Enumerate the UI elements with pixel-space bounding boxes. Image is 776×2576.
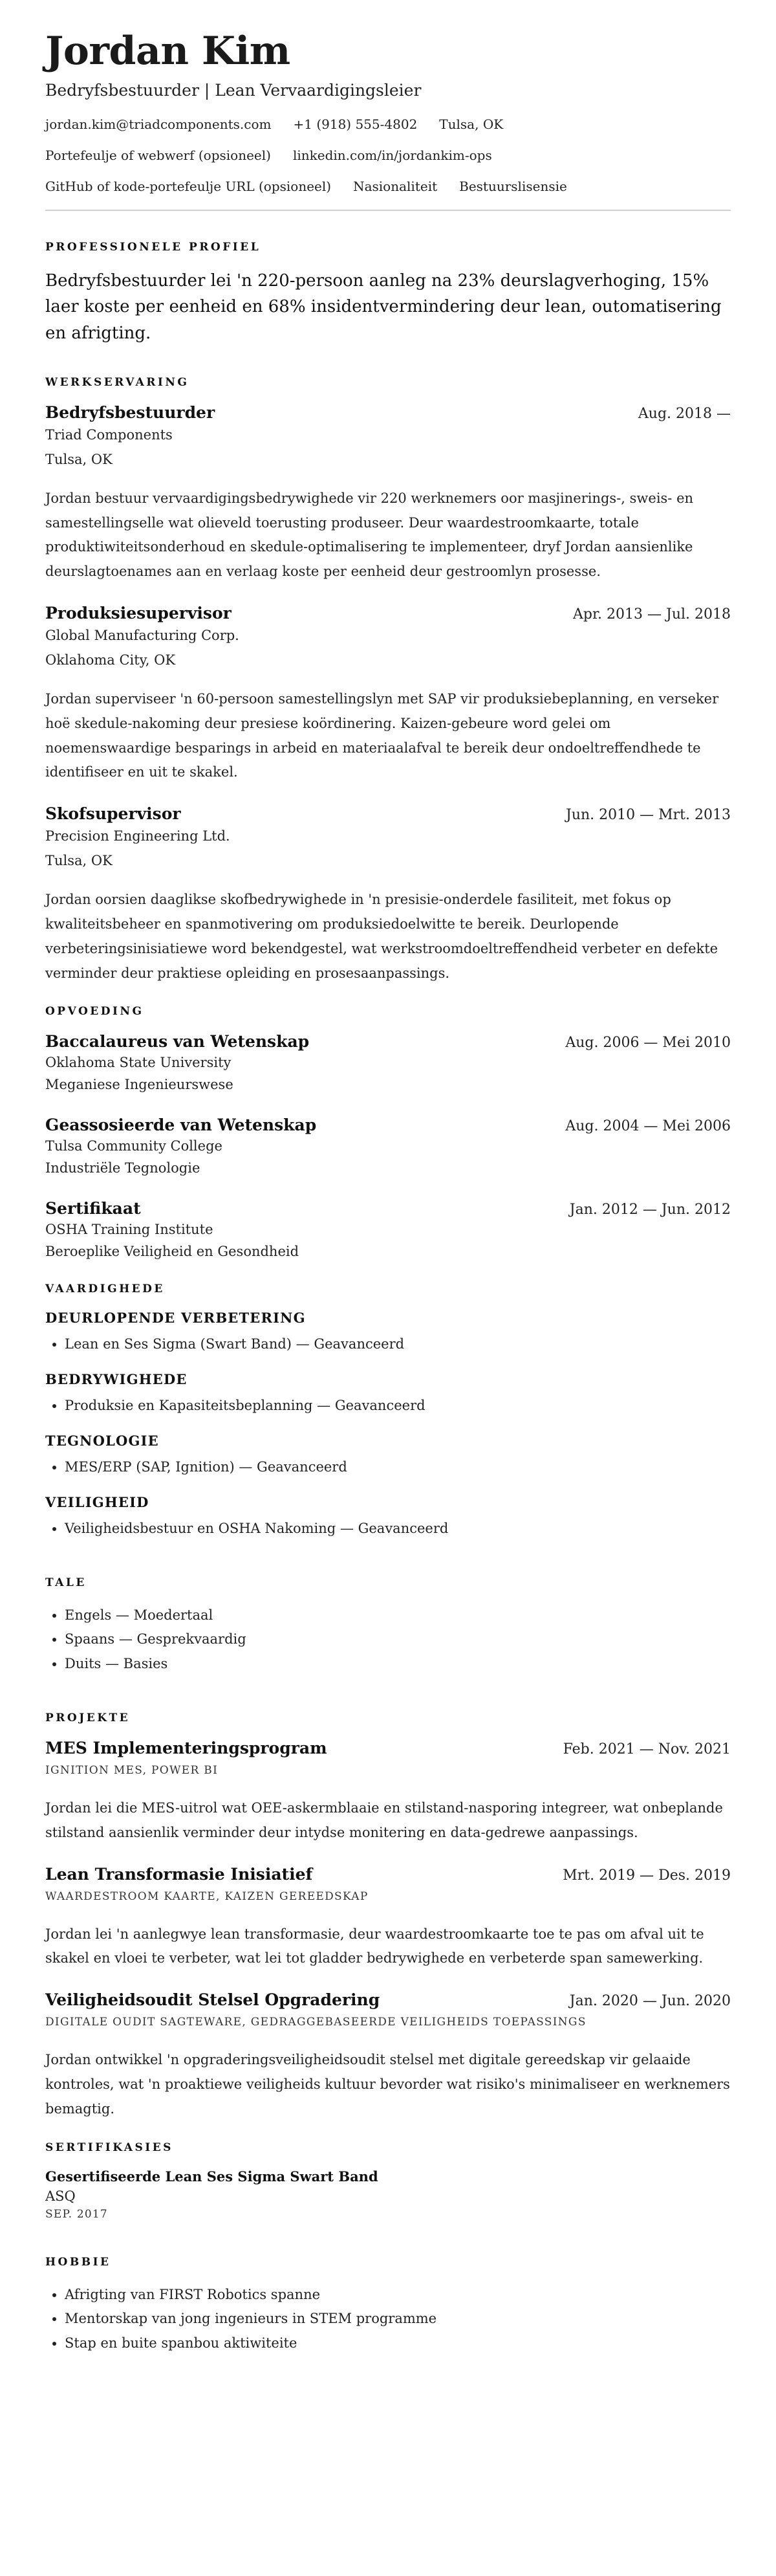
project-dates: Mrt. 2019 — Des. 2019 (563, 1867, 731, 1884)
section-title: SERTIFIKASIES (45, 2141, 173, 2154)
study-field: Meganiese Ingenieurswese (45, 1077, 233, 1093)
project-name: MES Implementeringsprogram (45, 1739, 327, 1758)
skill-item: • Lean en Ses Sigma (Swart Band) — Geavanceerd (65, 1332, 731, 1357)
school-name: OSHA Training Institute (45, 1222, 213, 1238)
portfolio-link[interactable]: Portefeulje of webwerf (opsioneel) (45, 148, 271, 163)
linkedin-link[interactable]: linkedin.com/in/jordankim-ops (292, 148, 492, 163)
header-divider (45, 210, 731, 211)
company-name: Precision Engineering Ltd. (45, 828, 230, 844)
hobby-item: • Mentorskap van jong ingenieurs in STEM programme (65, 2307, 731, 2331)
skill-group (45, 1371, 731, 1418)
hobbies-section (45, 2256, 731, 2356)
project-description: Jordan lei 'n aanlegwye lean transformasie, deur waardestroomkaarte toe te pas om afval uit te skakel en vloei te verbeter, wat lei tot gladder bedrywighede en verbeterde span samewerking. (45, 1926, 704, 1966)
job-title: Skofsupervisor (45, 804, 181, 824)
entry-head (45, 1032, 731, 1051)
project-entry (45, 1739, 731, 1845)
education-entry (45, 1199, 731, 1259)
job-description: Jordan bestuur vervaardigingsbedrywighede vir 220 werknemers oor masjinerings-, sweis- en samestellingselle wat olieveld toerusting produseer. Deur waardestroomkaarte, totale produktiwiteitsonderhoud en skedule-optimalisering te implementeer, dryf Jordan aansienlike deurslagtoenames aan en verlaag koste per eenheid deur gestroomlyn prosesse. (45, 490, 694, 580)
degree-title: Baccalaureus van Wetenskap (45, 1032, 310, 1051)
project-name: Lean Transformasie Inisiatief (45, 1864, 313, 1884)
entry-head (45, 604, 731, 622)
license-text: Bestuurslisensie (459, 179, 567, 194)
language-item: • Engels — Moedertaal (65, 1603, 731, 1628)
education-entry (45, 1032, 731, 1092)
contact-row-links (45, 148, 731, 163)
job-location: Tulsa, OK (45, 451, 113, 467)
project-dates: Feb. 2021 — Nov. 2021 (563, 1741, 731, 1758)
project-tags: DIGITALE OUDIT SAGTEWARE, GEDRAGGEBASEERDE VEILIGHEIDS TOEPASSINGS (45, 2016, 587, 2029)
section-title: WERKSERVARING (45, 375, 189, 389)
job-dates: Jun. 2010 — Mrt. 2013 (566, 807, 731, 824)
entry-head (45, 1116, 731, 1134)
candidate-name: Jordan Kim (45, 28, 290, 74)
job-dates: Apr. 2013 — Jul. 2018 (572, 606, 731, 623)
skill-category: BEDRYWIGHEDE (45, 1371, 188, 1388)
company-name: Triad Components (45, 426, 173, 443)
language-item: • Spaans — Gesprekvaardig (65, 1627, 731, 1652)
skill-item: • MES/ERP (SAP, Ignition) — Geavanceerd (65, 1455, 731, 1480)
education-entry (45, 1116, 731, 1176)
skill-group (45, 1494, 731, 1541)
study-field: Industriële Tegnologie (45, 1160, 200, 1176)
education-dates: Aug. 2006 — Mei 2010 (565, 1035, 731, 1051)
company-name: Global Manufacturing Corp. (45, 628, 239, 644)
github-link[interactable]: GitHub of kode-portefeulje URL (opsioneel) (45, 179, 332, 194)
skills-section (45, 1282, 731, 1541)
skill-item: • Produksie en Kapasiteitsbeplanning — Geavanceerd (65, 1394, 731, 1418)
project-entry (45, 1865, 731, 1972)
degree-title: Geassosieerde van Wetenskap (45, 1116, 317, 1135)
education-dates: Jan. 2012 — Jun. 2012 (569, 1202, 731, 1218)
section-title: PROJEKTE (45, 1712, 131, 1725)
section-title: OPVOEDING (45, 1005, 144, 1018)
section-title: TALE (45, 1576, 87, 1589)
job-description: Jordan oorsien daaglikse skofbedrywighede in 'n presisie-onderdele fasiliteit, met fokus op kwaliteitsbeheer en spanmotivering om produksiedoelwitte te bereik. Deurlopende verbeteringsinisiatiewe word bekendgestel, wat werkstroomdoeltreffendheid verbeter en defekte verminder deur praktiese opleiding en prosesaanpassings. (45, 892, 718, 981)
certification-name: Gesertifiseerde Lean Ses Sigma Swart Band (45, 2168, 378, 2185)
phone-number: +1 (918) 555-4802 (293, 116, 418, 132)
skill-category: TEGNOLOGIE (45, 1433, 159, 1449)
entry-head (45, 1739, 731, 1757)
project-description: Jordan ontwikkel 'n opgraderingsveiligheidsoudit stelsel met digitale gereedskap vir gelaaide kontroles, wat 'n proaktiewe veiligheids kultuur bevorder wat risiko's minimaliseer en werknemers bemagtig. (45, 2052, 730, 2117)
entry-head (45, 1199, 731, 1218)
experience-section (45, 376, 731, 986)
entry-head (45, 403, 731, 422)
certification-date: SEP. 2017 (45, 2207, 108, 2221)
project-tags: WAARDESTROOM KAARTE, KAIZEN GEREEDSKAP (45, 1889, 369, 1903)
entry-head (45, 1990, 731, 2009)
job-title: Bedryfsbestuurder (45, 402, 215, 422)
job-location: Oklahoma City, OK (45, 652, 176, 668)
section-title: PROFESSIONELE PROFIEL (45, 241, 261, 254)
section-title: VAARDIGHEDE (45, 1282, 165, 1296)
hobby-item: • Stap en buite spanbou aktiwiteite (65, 2331, 731, 2356)
skill-category: DEURLOPENDE VERBETERING (45, 1310, 306, 1327)
candidate-headline: Bedryfsbestuurder | Lean Vervaardigingsleier (45, 81, 422, 100)
email-link[interactable]: jordan.kim@triadcomponents.com (45, 116, 272, 132)
experience-entry (45, 804, 731, 985)
job-title: Produksiesupervisor (45, 604, 232, 623)
skill-category: VEILIGHEID (45, 1493, 149, 1510)
hobby-item: • Afrigting van FIRST Robotics spanne (65, 2283, 731, 2307)
project-name: Veiligheidsoudit Stelsel Opgradering (45, 1990, 380, 2010)
section-title: HOBBIE (45, 2255, 111, 2269)
certifications-section (45, 2141, 731, 2221)
experience-entry (45, 403, 731, 584)
skill-group (45, 1310, 731, 1357)
profile-section (45, 241, 731, 346)
nationality-text: Nasionaliteit (353, 179, 438, 194)
language-item: • Duits — Basies (65, 1652, 731, 1677)
location-text: Tulsa, OK (439, 116, 504, 132)
school-name: Oklahoma State University (45, 1055, 232, 1071)
skill-group (45, 1433, 731, 1480)
contact-row-extra (45, 179, 731, 194)
school-name: Tulsa Community College (45, 1138, 222, 1154)
entry-head (45, 1865, 731, 1884)
job-location: Tulsa, OK (45, 853, 113, 869)
experience-entry (45, 604, 731, 785)
job-dates: Aug. 2018 — (638, 405, 731, 422)
entry-head (45, 804, 731, 823)
study-field: Beroeplike Veiligheid en Gesondheid (45, 1244, 299, 1260)
project-description: Jordan lei die MES-uitrol wat OEE-askermblaaie en stilstand-nasporing integreer, wat onbeplande stilstand aansienlik verminder deur intydse monitering en data-gedrewe aanpassings. (45, 1800, 723, 1840)
profile-summary: Bedryfsbestuurder lei 'n 220-persoon aanleg na 23% deurslagverhoging, 15% laer koste per eenheid en 68% insidentvermindering deur lean, outomatisering en afrigting. (45, 271, 722, 343)
project-entry (45, 1990, 731, 2121)
education-dates: Aug. 2004 — Mei 2006 (565, 1118, 731, 1135)
skill-item: • Veiligheidsbestuur en OSHA Nakoming — Geavanceerd (65, 1517, 731, 1541)
degree-title: Sertifikaat (45, 1199, 141, 1218)
project-tags: IGNITION MES, POWER BI (45, 1764, 219, 1778)
project-dates: Jan. 2020 — Jun. 2020 (569, 1993, 731, 2010)
job-description: Jordan superviseer 'n 60-persoon samestellingslyn met SAP vir produksiebeplanning, en verseker hoë skedule-nakoming deur presiese koördinering. Kaizen-gebeure word gelei om noemenswaardige besparings in arbeid en materiaalafval te bereik deur ondoeltreffendhede te identifiseer en uit te skakel. (45, 691, 719, 780)
languages-section (45, 1576, 731, 1677)
certification-issuer: ASQ (45, 2188, 76, 2204)
projects-section (45, 1712, 731, 2122)
contact-row-primary (45, 116, 731, 132)
education-section (45, 1005, 731, 1259)
